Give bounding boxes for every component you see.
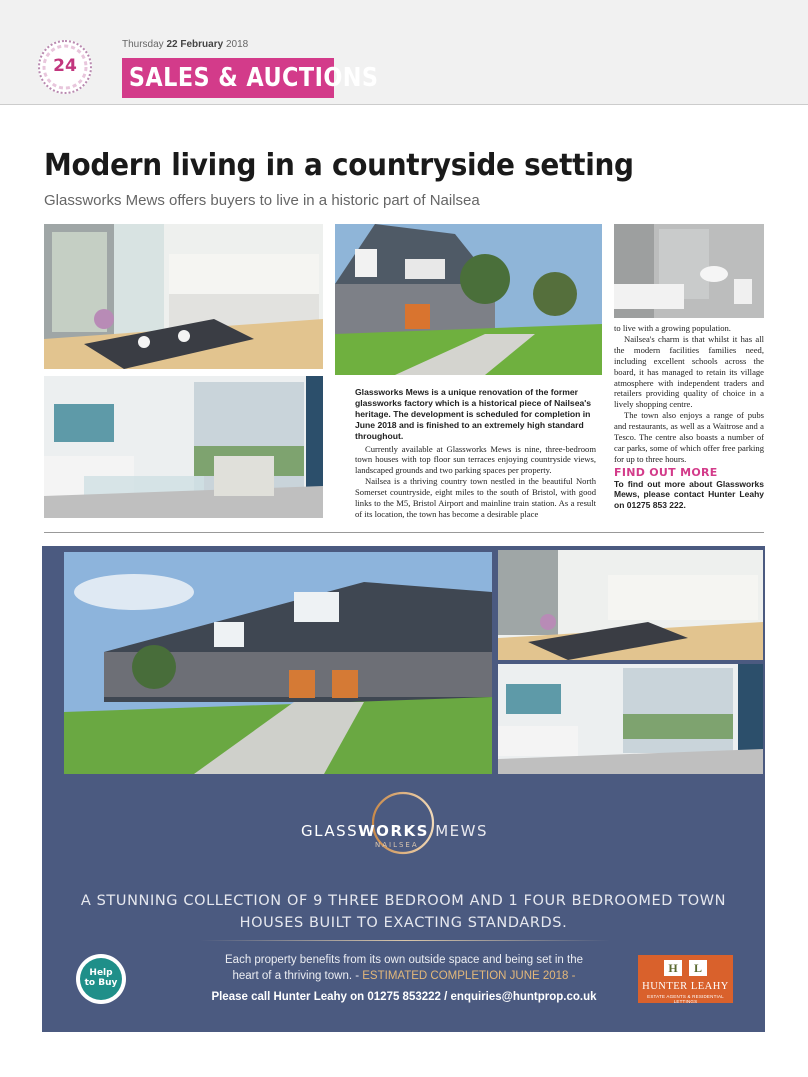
article-paragraph: Nailsea's charm is that whilst it has all the modern facilities families need, including excellent schools across the board, it has managed to retain its village atmosphere with independent traders and retailers providing quality of choice in a lively shopping centre. [614,333,764,410]
find-out-more-heading: FIND OUT MORE [614,465,718,479]
section-title: SALES & AUCTIONS [128,63,379,93]
help-to-buy-house-icon [80,958,122,1000]
logo-letter-l: L [689,960,707,976]
advert-headline [42,890,765,934]
issue-date [122,39,248,50]
page-number: 24 [53,56,77,76]
article-paragraph: Nailsea is a thriving country town nestled in the beautiful North Somerset countryside, eight miles to the south of Bristol, with good links to the M5, Bristol Airport and mainline train station. As a result of its location, the town has become a desirable place [355,476,596,519]
article-standfirst: Glassworks Mews offers buyers to live in a historic part of Nailsea [44,192,480,209]
help-to-buy-logo [76,954,126,1004]
find-out-more-body: To find out more about Glassworks Mews, please contact Hunter Leahy on 01275 853 222. [614,478,764,510]
advert-logo [301,822,488,840]
kitchen-photo [44,224,323,369]
date-day: Thursday [122,39,164,50]
logo-glass: GLASS [301,822,359,840]
exterior-photo [335,224,602,375]
living-room-photo [44,376,323,518]
advert-divider [200,940,610,941]
section-tag [122,58,379,98]
advert-headline-line-1: A STUNNING COLLECTION OF 9 THREE BEDROOM AND 1 FOUR BEDROOMED TOWN [80,893,727,909]
completion-date: ESTIMATED COMPLETION JUNE 2018 - [362,970,576,982]
logo-subtitle: NAILSEA [375,841,419,849]
hunter-leahy-logo [638,955,733,1003]
article-headline: Modern living in a countryside setting [44,148,634,183]
help-to-buy-line-2: to Buy [84,978,118,988]
advert-body [150,952,658,984]
logo-mews: MEWS [435,822,488,840]
advert-exterior-photo [64,552,492,774]
logo-works: WORKS [358,822,429,840]
article-paragraph: Currently available at Glassworks Mews is nine, three-bedroom town houses with top floor sun terraces enjoying countryside views, landscaped grounds and two parking spaces per property. [355,443,596,476]
article-column-2 [614,323,764,510]
agent-name: HUNTER LEAHY [642,981,729,992]
logo-letter-h: H [664,960,682,976]
article-lead: Glassworks Mews is a unique renovation of the former glassworks factory which is a historical piece of Nailsea's heritage. The development is scheduled for completion in June 2018 and is finished to an extremely high standard throughout. [355,387,592,441]
section-divider [44,532,764,533]
bathroom-photo [614,224,764,318]
advert-living-room-photo [498,664,763,774]
help-to-buy-line-1: Help [89,968,113,978]
date-year: 2018 [225,39,249,50]
article-column-1 [355,387,596,520]
advert-contact: Please call Hunter Leahy on 01275 853222 / enquiries@huntprop.co.uk [211,991,597,1003]
agent-subtitle: ESTATE AGENTS & RESIDENTIAL LETTINGS [647,994,724,1004]
date-day-month: 22 February [166,39,224,50]
advert-headline-line-2: HOUSES BUILT TO EXACTING STANDARDS. [239,915,568,931]
advert-body-line-2: heart of a thriving town. - [232,970,360,982]
article-paragraph: The town also enjoys a range of pubs and restaurants, as well as a Waitrose and a Tesco. The centre also boasts a number of car parks, some of which offer free parking for up to three hours. [614,410,764,464]
advert-body-line-1: Each property benefits from its own outside space and being set in the [225,954,583,966]
article-paragraph: to live with a growing population. [614,323,731,333]
advert-kitchen-photo [498,550,763,660]
